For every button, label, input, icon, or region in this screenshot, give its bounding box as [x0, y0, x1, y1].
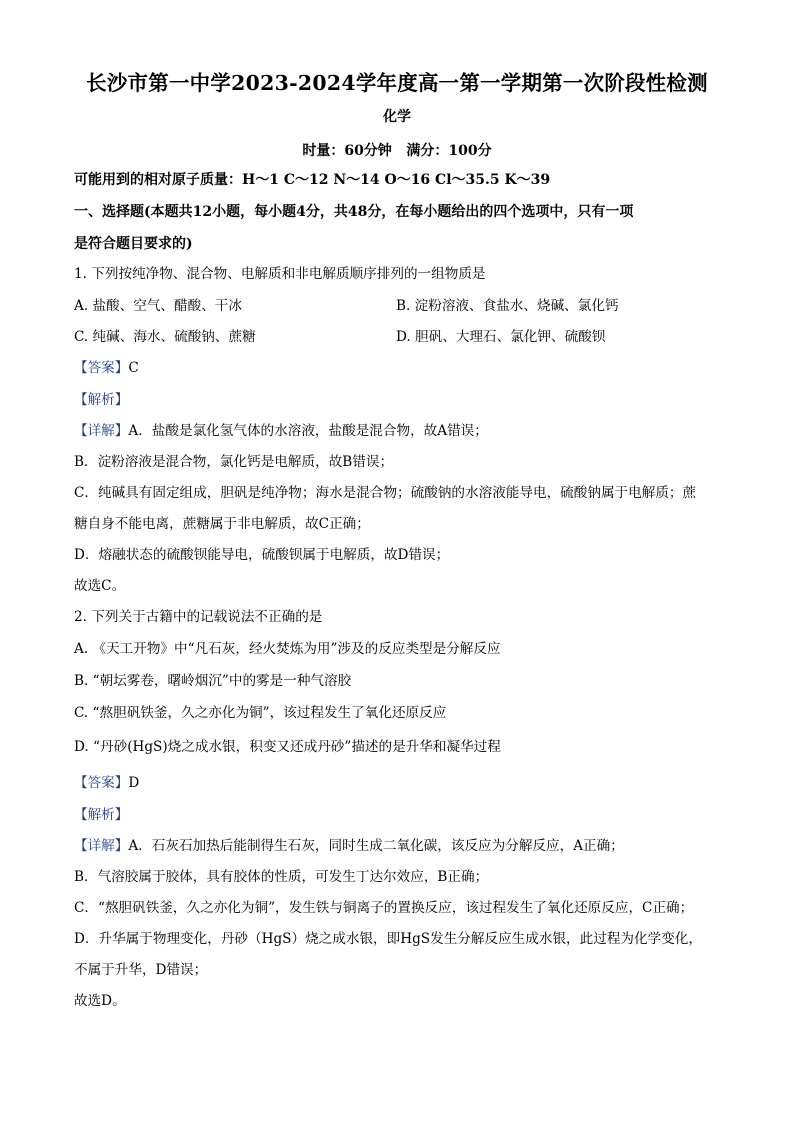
detail-text: A．石灰石加热后能制得生石灰，同时生成二氧化碳，该反应为分解反应，A正确；	[128, 838, 624, 854]
answer-label: 【答案】	[74, 775, 129, 791]
answer-value: C	[128, 360, 139, 376]
detail-text: A．盐酸是氯化氢气体的水溶液，盐酸是混合物，故A错误；	[128, 423, 488, 439]
q1-analysis-label	[74, 390, 128, 410]
q1-detail-c1: C．纯碱具有固定组成，胆矾是纯净物；海水是混合物；硫酸钠的水溶液能导电，硫酸钠属于电解质；蔗	[74, 485, 697, 501]
q1-option-a: A. 盐酸、空气、醋酸、干冰	[74, 298, 242, 314]
q1-detail-d: D．熔融状态的硫酸钡能导电，硫酸钡属于电解质，故D错误；	[74, 547, 450, 563]
q2-option-c: C. “熬胆矾铁釜，久之亦化为铜”，该过程发生了氧化还原反应	[74, 705, 447, 721]
q2-option-b: B. “朝坛雾卷，曙岭烟沉”中的雾是一种气溶胶	[74, 673, 352, 689]
q1-option-b: B. 淀粉溶液、食盐水、烧碱、氯化钙	[396, 298, 619, 314]
atomic-masses: 可能用到的相对原子质量：H～1 C～12 N～14 O～16 Cl～35.5 K～39	[74, 172, 551, 188]
answer-label: 【答案】	[74, 360, 129, 376]
q1-option-c: C. 纯碱、海水、硫酸钠、蔗糖	[74, 329, 256, 345]
q1-detail-c2: 糖自身不能电离，蔗糖属于非电解质，故C正确；	[74, 516, 370, 532]
q2-analysis-label	[74, 805, 128, 825]
q1-detail-b: B．淀粉溶液是混合物，氯化钙是电解质，故B错误；	[74, 454, 394, 470]
q1-answer	[74, 358, 139, 378]
detail-label: 【详解】	[74, 838, 129, 854]
q2-conclusion: 故选D。	[74, 993, 126, 1009]
q2-detail-d2: 不属于升华，D错误；	[74, 962, 208, 978]
analysis-label: 【解析】	[74, 392, 129, 408]
q2-detail-c: C．“熬胆矾铁釜，久之亦化为铜”，发生铁与铜离子的置换反应，该过程发生了氧化还原反应，C正确；	[74, 900, 694, 916]
analysis-label: 【解析】	[74, 807, 129, 823]
q2-answer	[74, 773, 139, 793]
q2-detail-b: B．气溶胶属于胶体，具有胶体的性质，可发生丁达尔效应，B正确；	[74, 869, 489, 885]
q2-detail-a	[74, 836, 624, 856]
q2-option-d: D. “丹砂(HgS)烧之成水银，积变又还成丹砂”描述的是升华和凝华过程	[74, 739, 501, 755]
detail-label: 【详解】	[74, 423, 129, 439]
q1-detail-a	[74, 421, 488, 441]
q2-option-a: A. 《天工开物》中“凡石灰，经火焚炼为用”涉及的反应类型是分解反应	[74, 641, 501, 657]
subject-label: 化学	[383, 109, 411, 125]
section-heading-line1: 一、选择题(本题共12小题，每小题4分，共48分，在每小题给出的四个选项中，只有一项	[74, 204, 634, 220]
q2-detail-d1: D．升华属于物理变化，丹砂（HgS）烧之成水银，即HgS发生分解反应生成水银，此过程为化学变化，	[74, 931, 702, 947]
time-info: 时量：60分钟 满分：100分	[302, 143, 492, 159]
q2-stem: 2. 下列关于古籍中的记载说法不正确的是	[74, 609, 323, 625]
section-heading-line2: 是符合题目要求的)	[74, 236, 193, 252]
answer-value: D	[128, 775, 140, 791]
q1-stem: 1. 下列按纯净物、混合物、电解质和非电解质顺序排列的一组物质是	[74, 266, 486, 282]
q1-option-d: D. 胆矾、大理石、氯化钾、硫酸钡	[396, 329, 606, 345]
page-title: 长沙市第一中学2023-2024学年度高一第一学期第一次阶段性检测	[86, 71, 708, 95]
q1-conclusion: 故选C。	[74, 578, 126, 594]
